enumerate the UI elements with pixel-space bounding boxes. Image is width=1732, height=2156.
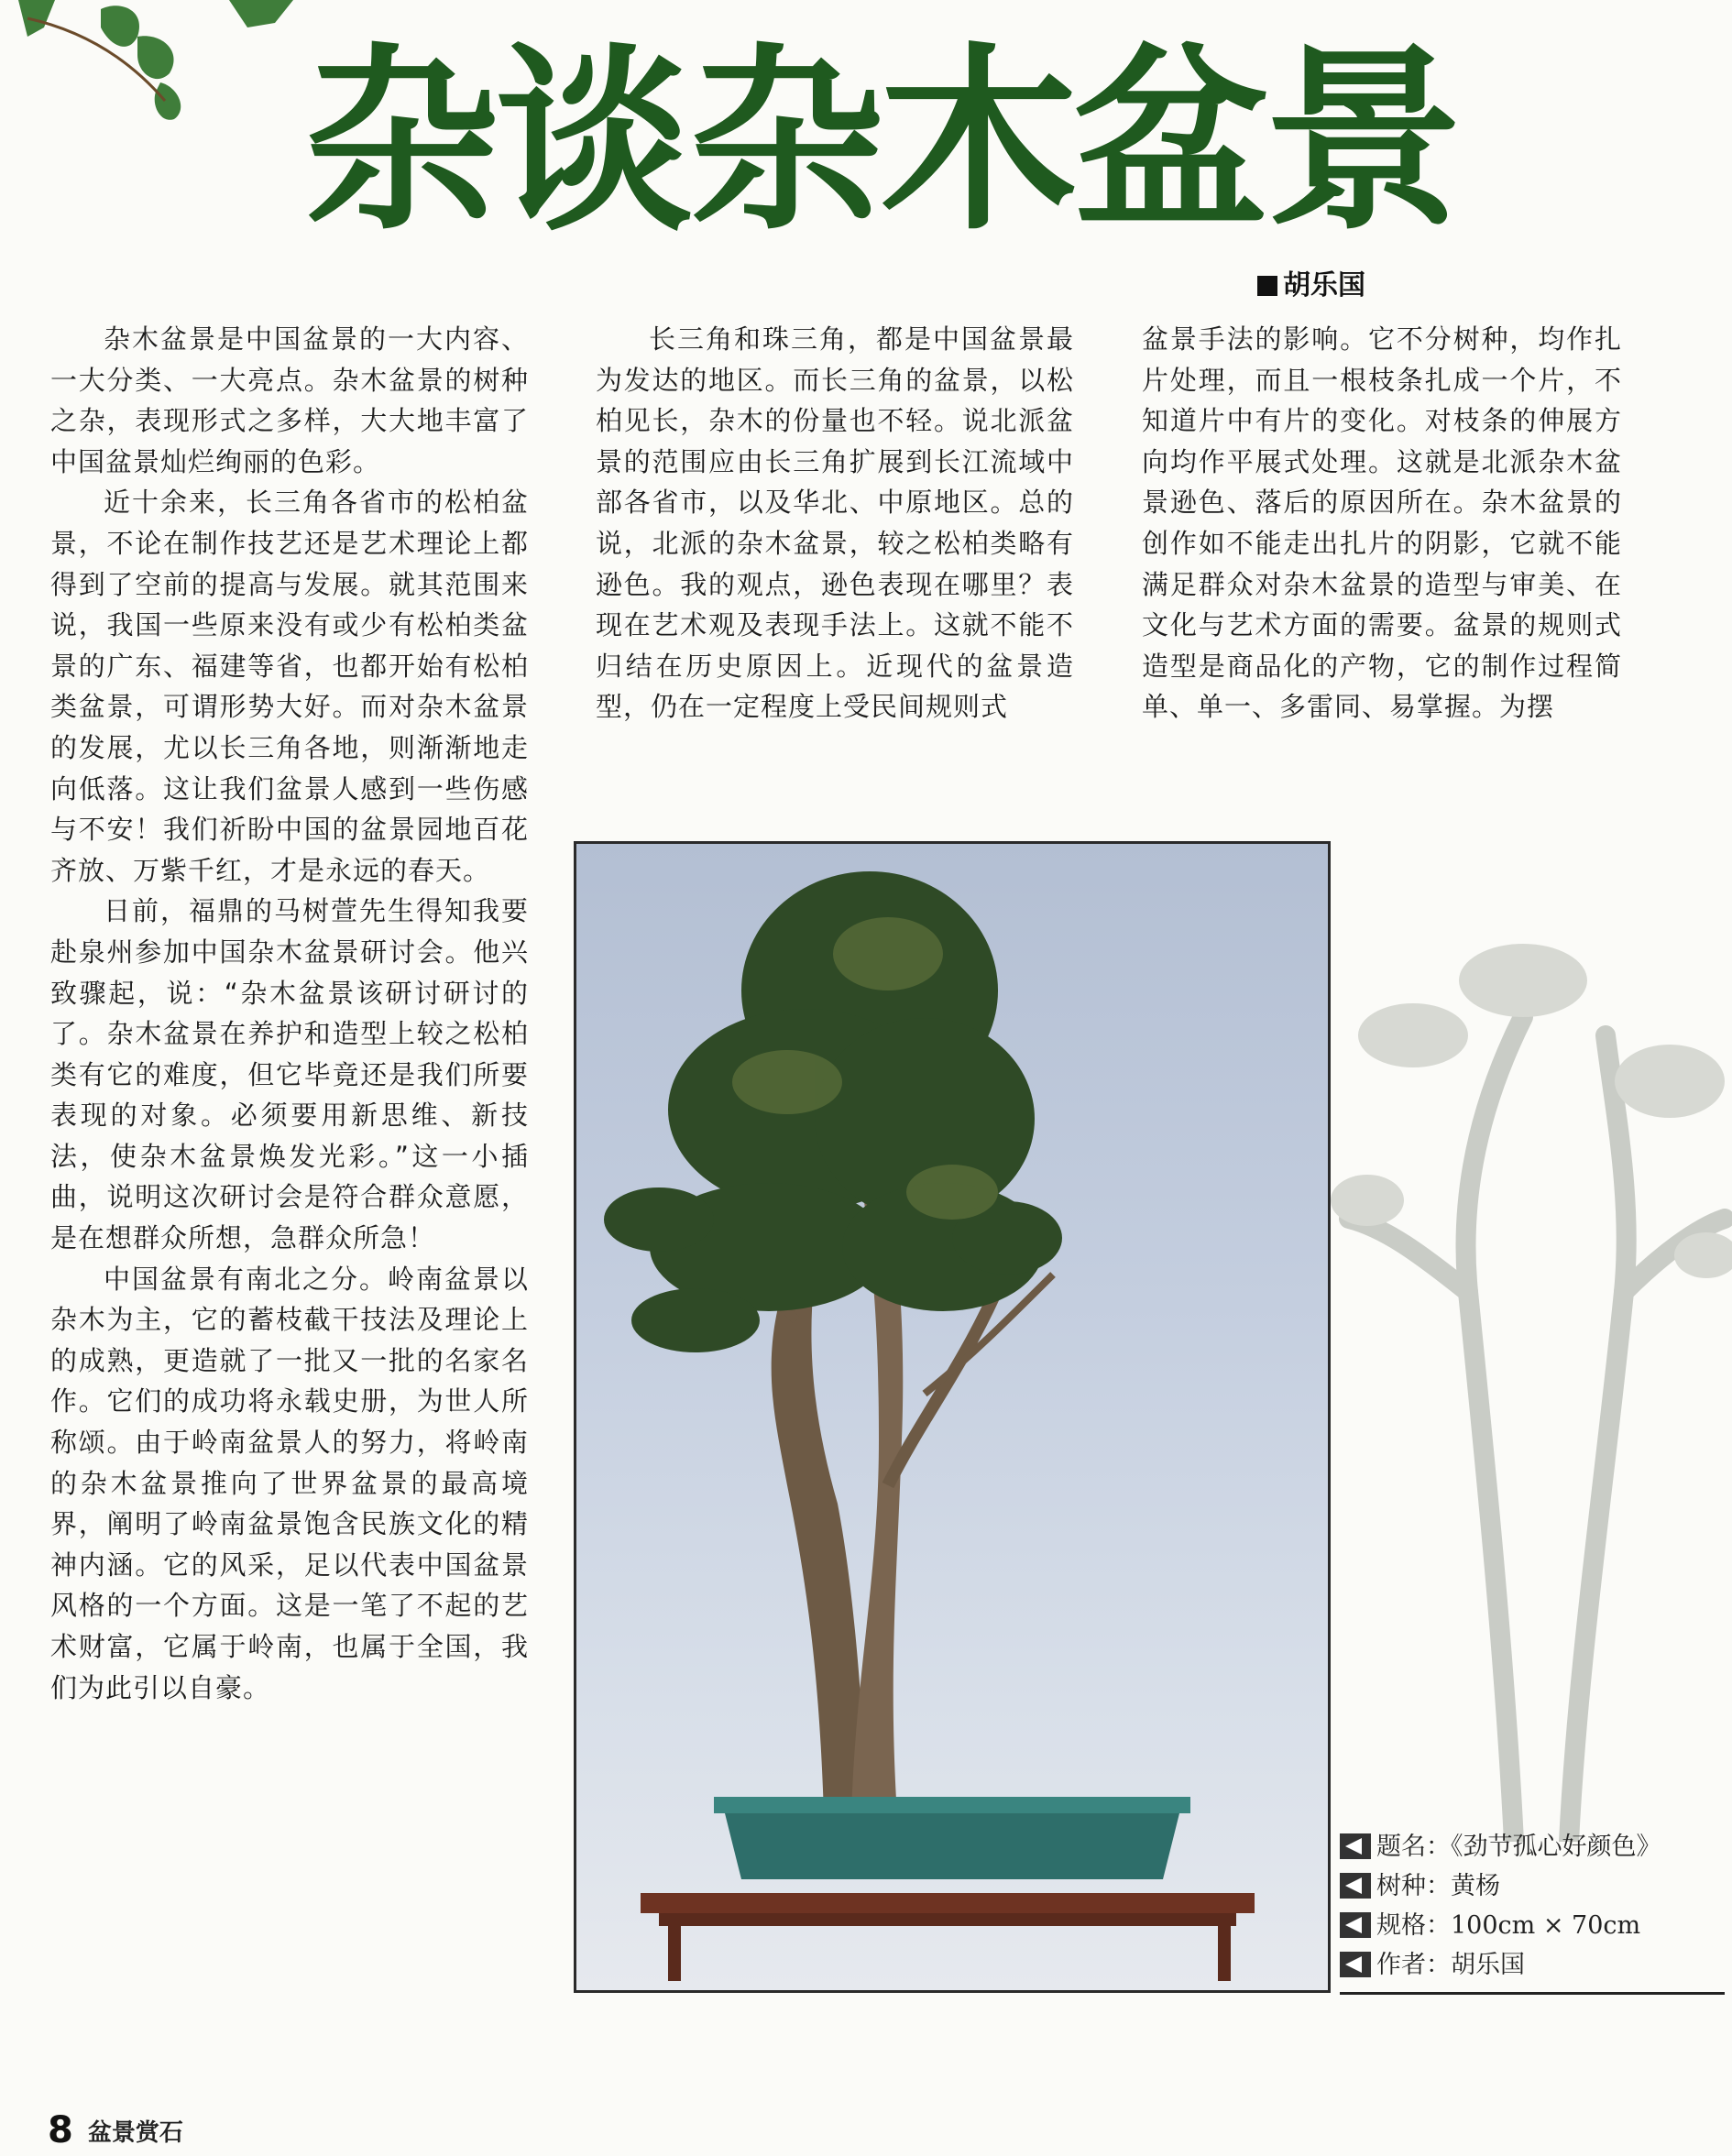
author-name: 胡乐国 [1283,269,1365,301]
text-column-2 [596,319,1074,809]
caption-size: 规格：100cm × 70cm [1376,1911,1641,1940]
paragraph: 长三角和珠三角，都是中国盆景最为发达的地区。而长三角的盆景，以松柏见长，杂木的份量也不轻。说北派盆景的范围应由长三角扩展到长江流域中部各省市，以及华北、中原地区。总的说，北派的杂木盆景，较之松柏类略有逊色。我的观点，逊色表现在哪里？表现在艺术观及表现手法上。这就不能不归结在历史原因上。近现代的盆景造型，仍在一定程度上受民间规则式 [596,323,1074,723]
square-bullet-icon [1257,276,1277,296]
caption-divider [1340,1992,1725,1995]
paragraph: 中国盆景有南北之分。岭南盆景以杂木为主，它的蓄枝截干技法及理论上的成熟，更造就了一批又一批的名家名作。它们的成功将永载史册，为世人所称颂。由于岭南盆景人的努力，将岭南的杂木盆景推向了世界盆景的最高境界，阐明了岭南盆景饱含民族文化的精神内涵。它的风采，足以代表中国盆景风格的一个方面。这是一笔了不起的艺术财富，它属于岭南，也属于全国，我们为此引以自豪。 [50,1263,529,1703]
paragraph: 日前，福鼎的马树萱先生得知我要赴泉州参加中国杂木盆景研讨会。他兴致骤起，说：“杂木盆景该研讨研讨的了。杂木盆景在养护和造型上较之松柏类有它的难度，但它毕竟还是我们所要表现的对象。必须要用新思维、新技法，使杂木盆景焕发光彩。”这一小插曲，说明这次研讨会是符合群众意愿，是在想群众所想，急群众所急！ [50,895,529,1254]
caption-size-row [1340,1906,1732,1945]
caption-species-row [1340,1866,1732,1906]
arrow-left-icon [1340,1912,1371,1938]
caption-artist-row [1340,1945,1732,1985]
arrow-left-icon [1340,1833,1371,1859]
bonsai-tree-image [576,844,1331,1993]
leaf-decoration-icon [0,0,312,128]
article-title: 杂谈杂木盆景 [302,27,1458,257]
caption-species: 树种：黄杨 [1376,1872,1500,1900]
magazine-name: 盆景赏石 [87,2118,183,2147]
paragraph: 盆景手法的影响。它不分树种，均作扎片处理，而且一根枝条扎成一个片，不知道片中有片的变化。对枝条的伸展方向均作平展式处理。这就是北派杂木盆景逊色、落后的原因所在。杂木盆景的创作如不能走出扎片的阴影，它就不能满足群众对杂木盆景的造型与审美、在文化与艺术方面的需要。盆景的规则式造型是商品化的产物，它的制作过程简单、单一、多雷同、易掌握。为摆 [1142,323,1622,723]
bonsai-photo [574,841,1331,1993]
page-footer [48,2109,183,2150]
text-column-1 [50,319,529,1708]
page-number: 8 [48,2109,73,2151]
caption-title: 题名：《劲节孤心好颜色》 [1376,1833,1661,1861]
tree-sketch-illustration [1331,925,1732,1842]
caption-artist: 作者：胡乐国 [1376,1951,1525,1979]
author-byline [1257,268,1365,304]
photo-caption [1340,1827,1732,1995]
paragraph: 杂木盆景是中国盆景的一大内容、一大分类、一大亮点。杂木盆景的树种之杂，表现形式之多样，大大地丰富了中国盆景灿烂绚丽的色彩。 [50,323,529,477]
arrow-left-icon [1340,1873,1371,1899]
arrow-left-icon [1340,1952,1371,1977]
text-column-3 [1142,319,1622,809]
paragraph: 近十余来，长三角各省市的松柏盆景，不论在制作技艺还是艺术理论上都得到了空前的提高与发展。就其范围来说，我国一些原来没有或少有松柏类盆景的广东、福建等省，也都开始有松柏类盆景，可谓形势大好。而对杂木盆景的发展，尤以长三角各地，则渐渐地走向低落。这让我们盆景人感到一些伤感与不安！我们祈盼中国的盆景园地百花齐放、万紫千红，才是永远的春天。 [50,487,529,886]
caption-title-row [1340,1827,1732,1866]
